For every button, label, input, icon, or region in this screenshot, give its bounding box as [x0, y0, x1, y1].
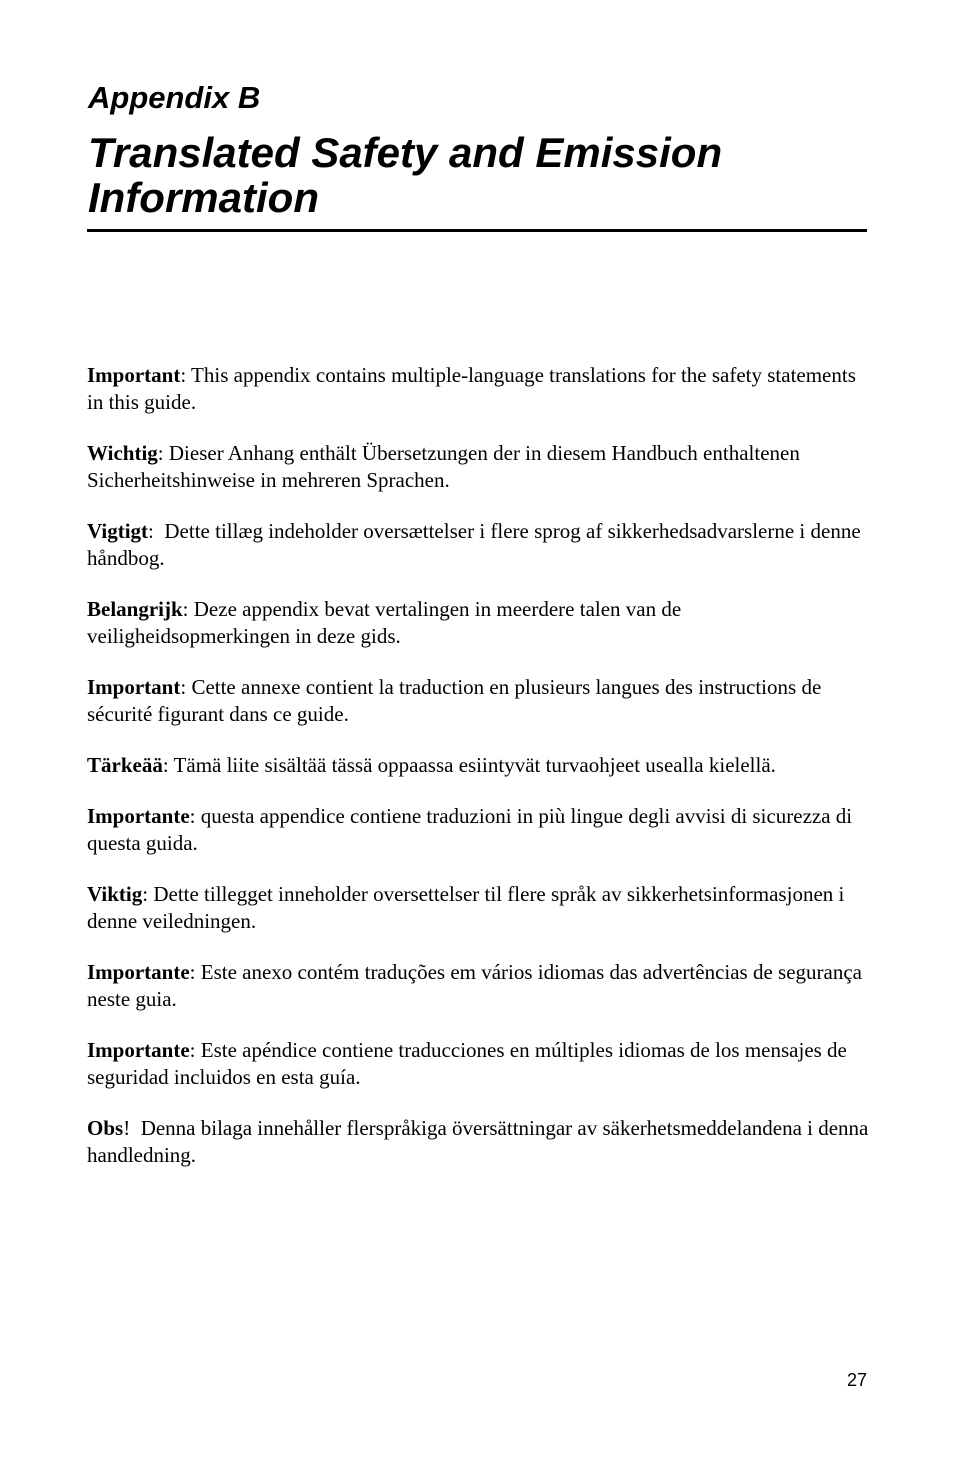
- notice-term: Importante: [87, 804, 190, 828]
- notice-text: Cette annexe contient la traduction en plusieurs langues des instructions de sécurité figurant dans ce guide.: [87, 675, 822, 726]
- notice-text: Denna bilaga innehåller flerspråkiga översättningar av säkerhetsmeddelandena i denna handledning.: [87, 1116, 874, 1167]
- notice-punct: :: [180, 675, 187, 699]
- notice-term: Vigtigt: [87, 519, 149, 543]
- notice-term: Importante: [87, 1038, 190, 1062]
- notice-italian: [87, 803, 877, 857]
- notice-term: Importante: [87, 960, 190, 984]
- translated-notices: [87, 362, 877, 1193]
- notice-term: Tärkeää: [87, 753, 163, 777]
- notice-term: Important: [87, 675, 181, 699]
- notice-text: Dette tillæg indeholder oversættelser i flere sprog af sikkerhedsadvarslerne i denne håndbog.: [87, 519, 866, 570]
- notice-norwegian: [87, 881, 877, 935]
- notice-punct: :: [157, 441, 164, 465]
- notice-german: [87, 440, 877, 494]
- notice-spanish: [87, 1037, 877, 1091]
- notice-french: [87, 674, 877, 728]
- notice-punct: :: [162, 753, 169, 777]
- notice-dutch: [87, 596, 877, 650]
- page-title: Translated Safety and Emission Information: [88, 129, 723, 221]
- notice-punct: :: [189, 1038, 196, 1062]
- notice-swedish: [87, 1115, 877, 1169]
- notice-punct: :: [189, 960, 196, 984]
- notice-text: Este anexo contém traduções em vários idiomas das advertências de segurança neste guia.: [87, 960, 862, 1011]
- notice-text: Este apéndice contiene traducciones en múltiples idiomas de los mensajes de seguridad incluidos en esta guía.: [87, 1038, 847, 1089]
- notice-term: Belangrijk: [87, 597, 183, 621]
- notice-punct: :: [142, 882, 149, 906]
- notice-punct: :: [189, 804, 196, 828]
- notice-punct: :: [180, 363, 187, 387]
- page-number: 27: [846, 1370, 867, 1390]
- title-divider: [87, 229, 867, 232]
- notice-text: Deze appendix bevat vertalingen in meerdere talen van de veiligheidsopmerkingen in deze gids.: [87, 597, 682, 648]
- notice-punct: :: [182, 597, 189, 621]
- notice-text: questa appendice contiene traduzioni in più lingue degli avvisi di sicurezza di questa guida.: [87, 804, 853, 855]
- notice-term: Important: [87, 363, 181, 387]
- notice-text: Tämä liite sisältää tässä oppaassa esiintyvät turvaohjeet usealla kielellä.: [168, 753, 776, 777]
- notice-danish: [87, 518, 877, 572]
- notice-text: Dieser Anhang enthält Übersetzungen der in diesem Handbuch enthaltenen Sicherheitshinweise in mehreren Sprachen.: [87, 441, 800, 492]
- notice-punct: :: [148, 519, 154, 543]
- notice-english: [87, 362, 877, 416]
- notice-punct: !: [123, 1116, 131, 1140]
- appendix-label: Appendix B: [88, 80, 261, 115]
- notice-term: Viktig: [87, 882, 143, 906]
- notice-term: Obs: [87, 1116, 124, 1140]
- notice-text: Dette tillegget inneholder oversettelser til flere språk av sikkerhetsinformasjonen i denne veiledningen.: [87, 882, 845, 933]
- notice-portuguese: [87, 959, 877, 1013]
- notice-finnish: [87, 752, 877, 779]
- notice-term: Wichtig: [87, 441, 158, 465]
- notice-text: This appendix contains multiple-language translations for the safety statements in this guide.: [87, 363, 856, 414]
